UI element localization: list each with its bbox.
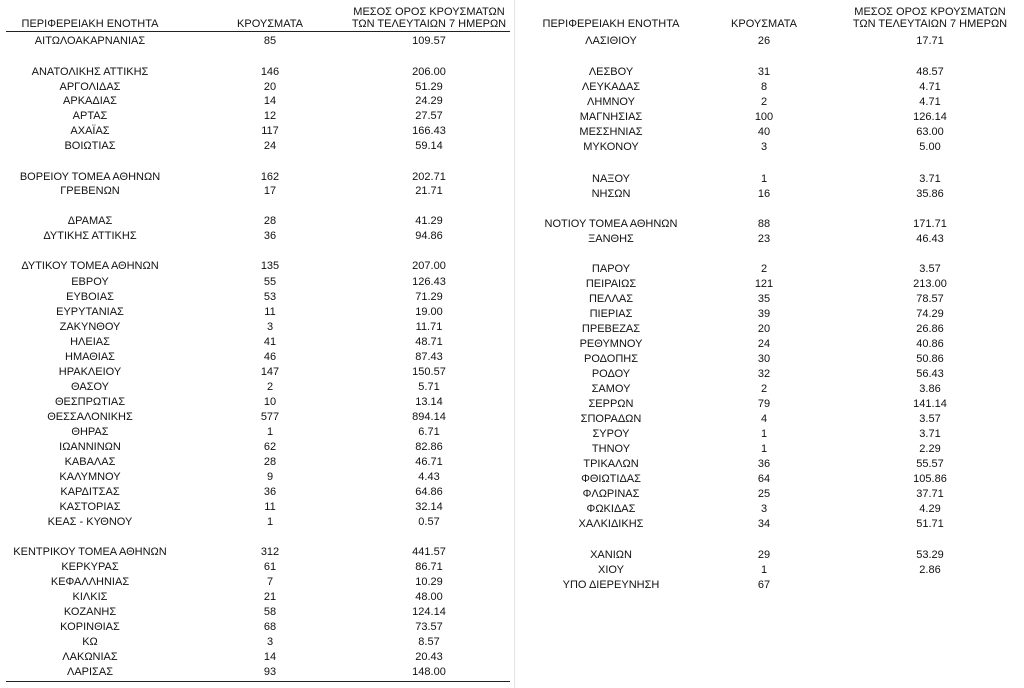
header-cases: ΚΡΟΥΣΜΑΤΑ <box>731 18 797 30</box>
cell-cases: 29 <box>757 549 771 561</box>
table-row <box>0 395 514 410</box>
cell-region: ΔΥΤΙΚΟΥ ΤΟΜΕΑ ΑΘΗΝΩΝ <box>21 260 159 272</box>
cell-avg: 141.14 <box>913 398 947 410</box>
cell-avg: 46.71 <box>415 456 443 468</box>
cell-cases: 1 <box>760 173 768 185</box>
cell-avg: 63.00 <box>916 126 944 138</box>
cell-region: ΚΕΝΤΡΙΚΟΥ ΤΟΜΕΑ ΑΘΗΝΩΝ <box>13 546 167 558</box>
cell-avg: 48.57 <box>916 66 944 78</box>
cell-avg: 126.14 <box>913 111 947 123</box>
cell-region: ΑΡΤΑΣ <box>72 110 108 122</box>
cell-region: ΗΡΑΚΛΕΙΟΥ <box>58 366 122 378</box>
cell-cases: 12 <box>263 110 277 122</box>
table-row <box>516 110 1024 125</box>
cell-region: ΜΑΓΝΗΣΙΑΣ <box>579 111 643 123</box>
cell-region: ΝΑΞΟΥ <box>592 173 630 185</box>
table-row <box>0 320 514 335</box>
table-row <box>516 517 1024 532</box>
cell-avg: 82.86 <box>415 441 443 453</box>
table-row <box>516 578 1024 593</box>
cell-region: ΠΙΕΡΙΑΣ <box>589 308 633 320</box>
cell-cases: 11 <box>264 306 276 318</box>
header-avg-line1: ΜΕΣΟΣ ΟΡΟΣ ΚΡΟΥΣΜΑΤΩΝ <box>854 6 1006 18</box>
cell-cases: 30 <box>757 353 771 365</box>
cell-cases: 41 <box>263 336 277 348</box>
cell-avg: 441.57 <box>412 546 446 558</box>
table-row <box>0 184 514 199</box>
cell-region: ΛΑΣΙΘΙΟΥ <box>585 35 637 47</box>
header-region: ΠΕΡΙΦΕΡΕΙΑΚΗ ΕΝΟΤΗΤΑ <box>21 18 159 30</box>
cell-region: ΝΟΤΙΟΥ ΤΟΜΕΑ ΑΘΗΝΩΝ <box>544 218 678 230</box>
table-row <box>516 352 1024 367</box>
cell-cases: 28 <box>263 456 277 468</box>
table-row <box>0 440 514 455</box>
cell-cases: 35 <box>757 293 771 305</box>
header-avg-line2: ΤΩΝ ΤΕΛΕΥΤΑΙΩΝ 7 ΗΜΕΡΩΝ <box>852 18 1008 30</box>
cell-region: ΚΑΣΤΟΡΙΑΣ <box>59 501 121 513</box>
table-row <box>0 470 514 485</box>
column-divider <box>514 0 515 688</box>
cell-region: ΛΑΚΩΝΙΑΣ <box>62 651 118 663</box>
cell-region: ΑΧΑΪΑΣ <box>70 125 110 137</box>
cell-avg: 32.14 <box>415 501 443 513</box>
cell-cases: 24 <box>757 338 771 350</box>
cell-cases: 10 <box>263 396 277 408</box>
cell-region: ΒΟΡΕΙΟΥ ΤΟΜΕΑ ΑΘΗΝΩΝ <box>19 171 161 183</box>
cell-cases: 2 <box>266 381 274 393</box>
cell-avg: 5.00 <box>919 141 941 153</box>
table-row <box>516 277 1024 292</box>
table-row <box>0 515 514 530</box>
cell-avg: 56.43 <box>916 368 944 380</box>
cell-region: ΠΡΕΒΕΖΑΣ <box>581 323 641 335</box>
cell-region: ΦΛΩΡΙΝΑΣ <box>582 488 640 500</box>
cell-region: ΠΕΙΡΑΙΩΣ <box>585 278 637 290</box>
table-row <box>0 620 514 635</box>
cell-region: ΧΑΛΚΙΔΙΚΗΣ <box>578 518 644 530</box>
table-row <box>516 563 1024 578</box>
cell-cases: 36 <box>263 230 277 242</box>
cell-region: ΒΟΙΩΤΙΑΣ <box>64 140 116 152</box>
cell-cases: 2 <box>760 383 768 395</box>
cell-region: ΡΟΔΟΠΗΣ <box>583 353 639 365</box>
cell-avg: 35.86 <box>916 188 944 200</box>
cell-cases: 31 <box>757 66 771 78</box>
table-row <box>516 337 1024 352</box>
cell-avg: 3.71 <box>919 428 941 440</box>
right-table <box>516 0 1024 688</box>
header-cases: ΚΡΟΥΣΜΑΤΑ <box>237 18 303 30</box>
cell-cases: 14 <box>263 95 277 107</box>
table-row <box>0 109 514 124</box>
cell-region: ΛΑΡΙΣΑΣ <box>66 666 113 678</box>
cell-cases: 1 <box>760 428 768 440</box>
cell-avg: 87.43 <box>415 351 443 363</box>
cell-cases: 79 <box>757 398 771 410</box>
footer-rule <box>6 681 510 682</box>
table-row <box>0 485 514 500</box>
cell-cases: 1 <box>760 564 768 576</box>
table-row <box>0 545 514 560</box>
cell-avg: 51.29 <box>415 81 443 93</box>
cell-region: ΣΕΡΡΩΝ <box>588 398 634 410</box>
cell-region: ΑΙΤΩΛΟΑΚΑΡΝΑΝΙΑΣ <box>34 35 146 47</box>
cell-region: ΑΝΑΤΟΛΙΚΗΣ ΑΤΤΙΚΗΣ <box>31 66 149 78</box>
table-row <box>516 217 1024 232</box>
cell-region: ΜΕΣΣΗΝΙΑΣ <box>579 126 643 138</box>
cell-cases: 68 <box>263 621 277 633</box>
cell-avg: 17.71 <box>916 35 944 47</box>
table-row <box>0 335 514 350</box>
table-row <box>516 125 1024 140</box>
cell-region: ΘΕΣΠΡΩΤΙΑΣ <box>54 396 126 408</box>
table-row <box>0 34 514 49</box>
cell-avg: 4.43 <box>418 471 440 483</box>
cell-cases: 23 <box>757 233 771 245</box>
table-row <box>0 80 514 95</box>
cell-region: ΚΕΡΚΥΡΑΣ <box>61 561 119 573</box>
cell-avg: 94.86 <box>415 230 443 242</box>
table-row <box>0 124 514 139</box>
cell-cases: 64 <box>757 473 771 485</box>
table-row <box>516 502 1024 517</box>
table-row <box>516 322 1024 337</box>
cell-cases: 93 <box>263 666 277 678</box>
cell-cases: 20 <box>263 81 277 93</box>
cell-region: ΡΕΘΥΜΝΟΥ <box>579 338 643 350</box>
table-row <box>516 427 1024 442</box>
cell-cases: 3 <box>760 141 768 153</box>
cell-avg: 3.57 <box>919 263 941 275</box>
cell-region: ΖΑΚΥΝΘΟΥ <box>59 321 121 333</box>
table-row <box>516 34 1024 49</box>
header-avg-line1: ΜΕΣΟΣ ΟΡΟΣ ΚΡΟΥΣΜΑΤΩΝ <box>353 6 505 18</box>
cell-avg: 213.00 <box>913 278 947 290</box>
table-row <box>0 575 514 590</box>
cell-region: ΠΑΡΟΥ <box>591 263 631 275</box>
table-row <box>0 665 514 680</box>
table-row <box>0 275 514 290</box>
cell-region: ΣΠΟΡΑΔΩΝ <box>580 413 642 425</box>
cell-cases: 16 <box>757 188 771 200</box>
table-row <box>516 397 1024 412</box>
cell-avg: 171.71 <box>913 218 947 230</box>
table-row <box>0 214 514 229</box>
cell-region: ΙΩΑΝΝΙΝΩΝ <box>59 441 121 453</box>
cell-cases: 36 <box>263 486 277 498</box>
table-row <box>0 290 514 305</box>
cell-avg: 8.57 <box>418 636 440 648</box>
table-row <box>516 232 1024 247</box>
table-row <box>516 95 1024 110</box>
header-avg-line2: ΤΩΝ ΤΕΛΕΥΤΑΙΩΝ 7 ΗΜΕΡΩΝ <box>351 18 507 30</box>
cell-cases: 20 <box>757 323 771 335</box>
cell-region: ΘΗΡΑΣ <box>71 426 109 438</box>
table-row <box>0 425 514 440</box>
cell-region: ΕΥΒΟΙΑΣ <box>66 291 114 303</box>
cell-region: ΥΠΟ ΔΙΕΡΕΥΝΗΣΗ <box>562 579 660 591</box>
table-row <box>0 590 514 605</box>
cell-region: ΚΟΡΙΝΘΙΑΣ <box>60 621 120 633</box>
table-row <box>516 187 1024 202</box>
cell-avg: 6.71 <box>418 426 440 438</box>
cell-cases: 3 <box>266 636 274 648</box>
cell-cases: 55 <box>263 276 277 288</box>
cell-cases: 36 <box>757 458 771 470</box>
cell-cases: 1 <box>760 443 768 455</box>
cell-cases: 26 <box>757 35 771 47</box>
cell-cases: 577 <box>260 411 280 423</box>
cell-avg: 37.71 <box>916 488 944 500</box>
cell-avg: 148.00 <box>412 666 446 678</box>
cell-avg: 124.14 <box>412 606 446 618</box>
cell-region: ΚΑΛΥΜΝΟΥ <box>59 471 121 483</box>
table-row <box>0 229 514 244</box>
cell-avg: 27.57 <box>415 110 443 122</box>
cell-region: ΛΕΥΚΑΔΑΣ <box>581 81 641 93</box>
cell-avg: 207.00 <box>412 260 446 272</box>
cell-region: ΛΕΣΒΟΥ <box>588 66 634 78</box>
cell-avg: 202.71 <box>412 171 446 183</box>
cell-cases: 39 <box>757 308 771 320</box>
cell-avg: 20.43 <box>415 651 443 663</box>
cell-region: ΕΒΡΟΥ <box>71 276 109 288</box>
cell-region: ΚΩ <box>82 636 98 648</box>
cell-region: ΗΜΑΘΙΑΣ <box>65 351 115 363</box>
cell-region: ΔΡΑΜΑΣ <box>67 215 113 227</box>
table-row <box>0 455 514 470</box>
table-row <box>516 367 1024 382</box>
cell-avg: 150.57 <box>412 366 446 378</box>
cell-cases: 58 <box>263 606 277 618</box>
cell-cases: 3 <box>760 503 768 515</box>
table-row <box>0 410 514 425</box>
cell-avg: 24.29 <box>415 95 443 107</box>
cell-cases: 14 <box>263 651 277 663</box>
cell-cases: 146 <box>260 66 280 78</box>
cell-avg: 166.43 <box>412 125 446 137</box>
cell-region: ΚΑΡΔΙΤΣΑΣ <box>60 486 120 498</box>
table-row <box>0 365 514 380</box>
table-row <box>516 292 1024 307</box>
table-row <box>0 560 514 575</box>
cell-avg: 105.86 <box>913 473 947 485</box>
cell-avg: 40.86 <box>916 338 944 350</box>
cell-region: ΧΑΝΙΩΝ <box>590 549 632 561</box>
cell-cases: 9 <box>266 471 274 483</box>
cell-region: ΣΥΡΟΥ <box>592 428 630 440</box>
cell-avg: 21.71 <box>415 185 443 197</box>
cell-region: ΞΑΝΘΗΣ <box>588 233 634 245</box>
cell-avg: 13.14 <box>415 396 443 408</box>
cell-cases: 28 <box>263 215 277 227</box>
cell-avg: 74.29 <box>916 308 944 320</box>
cell-avg: 4.71 <box>919 81 941 93</box>
cell-avg: 41.29 <box>415 215 443 227</box>
table-row <box>0 650 514 665</box>
cell-avg: 50.86 <box>916 353 944 365</box>
header-region: ΠΕΡΙΦΕΡΕΙΑΚΗ ΕΝΟΤΗΤΑ <box>542 18 680 30</box>
table-row <box>0 635 514 650</box>
cell-avg: 48.00 <box>415 591 443 603</box>
cell-cases: 1 <box>266 516 274 528</box>
cell-cases: 162 <box>260 171 280 183</box>
table-row <box>0 170 514 185</box>
cell-region: ΚΙΛΚΙΣ <box>72 591 108 603</box>
cell-cases: 11 <box>264 501 276 513</box>
cell-avg: 4.71 <box>919 96 941 108</box>
cell-avg: 19.00 <box>415 306 443 318</box>
cell-region: ΘΕΣΣΑΛΟΝΙΚΗΣ <box>47 411 133 423</box>
cell-cases: 53 <box>263 291 277 303</box>
cell-region: ΣΑΜΟΥ <box>591 383 631 395</box>
cell-region: ΝΗΣΩΝ <box>591 188 631 200</box>
cell-region: ΗΛΕΙΑΣ <box>70 336 110 348</box>
cell-avg: 126.43 <box>412 276 446 288</box>
cell-cases: 24 <box>263 140 277 152</box>
cell-cases: 135 <box>260 260 280 272</box>
table-row <box>516 262 1024 277</box>
table-row <box>0 305 514 320</box>
cell-avg: 64.86 <box>415 486 443 498</box>
cell-cases: 147 <box>260 366 280 378</box>
cell-region: ΤΗΝΟΥ <box>591 443 631 455</box>
cell-avg: 206.00 <box>412 66 446 78</box>
cell-cases: 8 <box>760 81 768 93</box>
cell-avg: 3.86 <box>919 383 941 395</box>
cell-cases: 21 <box>263 591 277 603</box>
cell-avg: 71.29 <box>415 291 443 303</box>
cell-avg: 78.57 <box>916 293 944 305</box>
cell-cases: 34 <box>757 518 771 530</box>
cell-region: ΑΡΓΟΛΙΔΑΣ <box>59 81 121 93</box>
cell-avg: 26.86 <box>916 323 944 335</box>
cell-avg: 10.29 <box>415 576 443 588</box>
table-row <box>0 139 514 154</box>
table-row <box>0 605 514 620</box>
cell-avg: 2.86 <box>919 564 941 576</box>
cell-avg: 4.29 <box>919 503 941 515</box>
cell-cases: 40 <box>757 126 771 138</box>
cell-cases: 2 <box>760 96 768 108</box>
cell-avg: 5.71 <box>418 381 440 393</box>
cell-avg: 3.57 <box>919 413 941 425</box>
cell-cases: 4 <box>760 413 768 425</box>
cell-avg: 3.71 <box>919 173 941 185</box>
cell-region: ΛΗΜΝΟΥ <box>587 96 635 108</box>
cell-cases: 85 <box>263 35 277 47</box>
table-row <box>0 94 514 109</box>
cell-cases: 32 <box>757 368 771 380</box>
cell-region: ΠΕΛΛΑΣ <box>588 293 634 305</box>
table-row <box>516 472 1024 487</box>
table-row <box>516 412 1024 427</box>
table-row <box>516 172 1024 187</box>
header-rule <box>6 31 510 32</box>
table-row <box>0 350 514 365</box>
table-row <box>516 65 1024 80</box>
cell-region: ΡΟΔΟΥ <box>591 368 631 380</box>
cell-cases: 25 <box>757 488 771 500</box>
cell-avg: 48.71 <box>415 336 443 348</box>
table-row <box>0 259 514 274</box>
cell-region: ΜΥΚΟΝΟΥ <box>583 141 639 153</box>
table-row <box>516 382 1024 397</box>
table-row <box>0 380 514 395</box>
cell-cases: 312 <box>260 546 280 558</box>
cell-avg: 51.71 <box>916 518 944 530</box>
cell-avg: 59.14 <box>415 140 443 152</box>
cell-region: ΚΕΑΣ - ΚΥΘΝΟΥ <box>47 516 133 528</box>
cell-cases: 3 <box>266 321 274 333</box>
cell-cases: 46 <box>263 351 277 363</box>
cell-region: ΕΥΡΥΤΑΝΙΑΣ <box>56 306 124 318</box>
cell-cases: 121 <box>754 278 774 290</box>
cell-avg: 73.57 <box>415 621 443 633</box>
table-row <box>516 442 1024 457</box>
cell-region: ΘΑΣΟΥ <box>70 381 110 393</box>
cell-cases: 100 <box>754 111 774 123</box>
cell-cases: 88 <box>757 218 771 230</box>
cell-region: ΚΟΖΑΝΗΣ <box>63 606 117 618</box>
cell-region: ΓΡΕΒΕΝΩΝ <box>60 185 120 197</box>
cell-cases: 61 <box>263 561 277 573</box>
table-row <box>0 65 514 80</box>
cell-region: ΧΙΟΥ <box>598 564 624 576</box>
table-row <box>516 80 1024 95</box>
table-row <box>516 457 1024 472</box>
cell-cases: 62 <box>263 441 277 453</box>
cell-avg: 53.29 <box>916 549 944 561</box>
cell-region: ΦΩΚΙΔΑΣ <box>586 503 636 515</box>
cell-avg: 2.29 <box>919 443 941 455</box>
cell-cases: 1 <box>266 426 274 438</box>
cell-region: ΦΘΙΩΤΙΔΑΣ <box>581 473 641 485</box>
cell-cases: 67 <box>757 579 771 591</box>
table-row <box>0 500 514 515</box>
table-row <box>516 140 1024 155</box>
table-row <box>516 487 1024 502</box>
cell-region: ΤΡΙΚΑΛΩΝ <box>583 458 639 470</box>
cell-cases: 117 <box>261 125 279 137</box>
cell-avg: 46.43 <box>916 233 944 245</box>
cell-avg: 55.57 <box>916 458 944 470</box>
cell-avg: 109.57 <box>412 35 446 47</box>
table-row <box>516 548 1024 563</box>
cell-region: ΑΡΚΑΔΙΑΣ <box>63 95 117 107</box>
cell-cases: 2 <box>760 263 768 275</box>
cell-avg: 11.71 <box>415 321 443 333</box>
table-row <box>516 307 1024 322</box>
cell-avg: 894.14 <box>412 411 446 423</box>
cell-cases: 17 <box>263 185 277 197</box>
cell-region: ΔΥΤΙΚΗΣ ΑΤΤΙΚΗΣ <box>43 230 137 242</box>
cell-cases: 7 <box>266 576 274 588</box>
cell-region: ΚΑΒΑΛΑΣ <box>64 456 116 468</box>
cell-avg: 86.71 <box>415 561 443 573</box>
cell-region: ΚΕΦΑΛΛΗΝΙΑΣ <box>50 576 130 588</box>
cell-avg: 0.57 <box>418 516 440 528</box>
